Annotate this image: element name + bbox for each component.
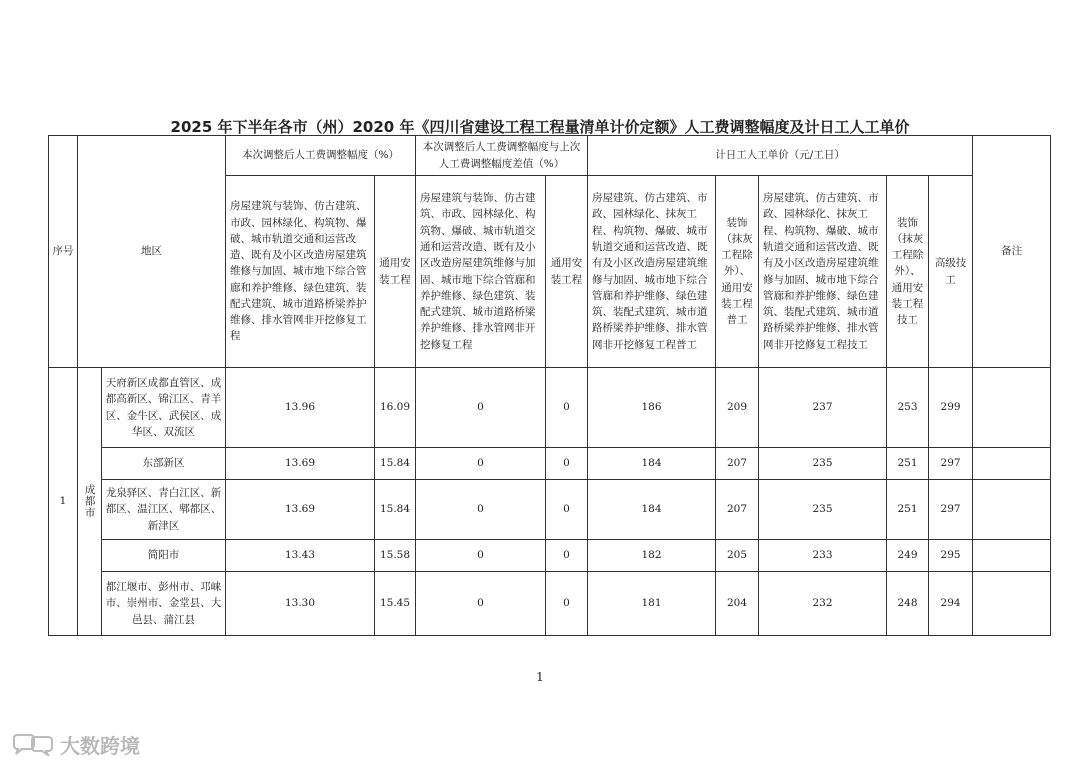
region-cell: 龙泉驿区、青白江区、新都区、温江区、郫都区、新津区	[102, 480, 226, 540]
diff-building: 0	[416, 480, 546, 540]
labor-cost-table	[48, 135, 1051, 636]
row-number: 1	[49, 368, 78, 636]
price-decor-general: 205	[716, 540, 759, 572]
remark-cell	[973, 572, 1051, 636]
table-row	[49, 572, 1051, 636]
table-row	[49, 540, 1051, 572]
price-decor-general: 204	[716, 572, 759, 636]
page-number: 1	[536, 670, 544, 684]
price-general: 181	[588, 572, 716, 636]
header-building-works-diff: 房屋建筑与装饰、仿古建筑、市政、园林绿化、构筑物、爆破、城市轨道交通和运营改造、既有及小区改造房屋建筑维修与加固、城市地下综合管廊和养护维修、绿色建筑、装配式建筑、城市道路桥梁养护维修、排水管网非开挖修复工程	[416, 176, 546, 368]
remark-cell	[973, 448, 1051, 480]
diff-building: 0	[416, 572, 546, 636]
header-no: 序号	[49, 136, 78, 368]
price-skilled: 232	[759, 572, 887, 636]
table-row	[49, 448, 1051, 480]
region-cell: 简阳市	[102, 540, 226, 572]
table-row	[49, 368, 1051, 448]
header-decor-skilled-worker: 装饰（抹灰工程除外）、通用安装工程技工	[887, 176, 929, 368]
header-remark: 备注	[973, 136, 1051, 368]
city-name	[78, 368, 102, 636]
header-decor-general-worker: 装饰（抹灰工程除外）、通用安装工程普工	[716, 176, 759, 368]
diff-install: 0	[546, 448, 588, 480]
adjust-building: 13.43	[226, 540, 375, 572]
diff-building: 0	[416, 448, 546, 480]
diff-install: 0	[546, 480, 588, 540]
adjust-install: 16.09	[375, 368, 416, 448]
header-install-works: 通用安装工程	[375, 176, 416, 368]
header-install-works-diff: 通用安装工程	[546, 176, 588, 368]
region-cell: 都江堰市、彭州市、邛崃市、崇州市、金堂县、大邑县、蒲江县	[102, 572, 226, 636]
header-region: 地区	[78, 136, 226, 368]
price-decor-skilled: 251	[887, 448, 929, 480]
header-group-adjust: 本次调整后人工费调整幅度（%）	[226, 136, 416, 176]
price-skilled: 235	[759, 448, 887, 480]
remark-cell	[973, 540, 1051, 572]
header-senior-skilled: 高级技工	[929, 176, 973, 368]
header-row-1	[49, 136, 1051, 176]
price-senior: 297	[929, 480, 973, 540]
price-general: 184	[588, 448, 716, 480]
watermark-text: 大数跨境	[60, 734, 140, 758]
region-cell: 天府新区成都直管区、成都高新区、锦江区、青羊区、金牛区、武侯区、成华区、双流区	[102, 368, 226, 448]
speech-bubble-logo-icon	[10, 734, 56, 756]
header-building-works: 房屋建筑与装饰、仿古建筑、市政、园林绿化、构筑物、爆破、城市轨道交通和运营改造、既有及小区改造房屋建筑维修与加固、城市地下综合管廊和养护维修、绿色建筑、装配式建筑、城市道路桥梁养护维修、排水管网非开挖修复工程	[226, 176, 375, 368]
price-decor-general: 207	[716, 480, 759, 540]
adjust-building: 13.96	[226, 368, 375, 448]
remark-cell	[973, 480, 1051, 540]
price-general: 186	[588, 368, 716, 448]
diff-building: 0	[416, 368, 546, 448]
adjust-building: 13.69	[226, 448, 375, 480]
price-decor-general: 207	[716, 448, 759, 480]
price-senior: 295	[929, 540, 973, 572]
price-decor-skilled: 253	[887, 368, 929, 448]
adjust-install: 15.84	[375, 448, 416, 480]
price-senior: 297	[929, 448, 973, 480]
diff-install: 0	[546, 368, 588, 448]
price-decor-skilled: 251	[887, 480, 929, 540]
price-general: 184	[588, 480, 716, 540]
price-skilled: 237	[759, 368, 887, 448]
adjust-install: 15.84	[375, 480, 416, 540]
header-group-daily-price: 计日工人工单价（元/工日）	[588, 136, 973, 176]
header-group-diff: 本次调整后人工费调整幅度与上次人工费调整幅度差值（%）	[416, 136, 588, 176]
table-row	[49, 480, 1051, 540]
city-name-text: 成都市	[83, 484, 96, 519]
remark-cell	[973, 368, 1051, 448]
adjust-building: 13.69	[226, 480, 375, 540]
price-skilled: 235	[759, 480, 887, 540]
watermark	[10, 730, 140, 759]
adjust-building: 13.30	[226, 572, 375, 636]
price-senior: 294	[929, 572, 973, 636]
price-skilled: 233	[759, 540, 887, 572]
document-title: 2025 年下半年各市（州）2020 年《四川省建设工程工程量清单计价定额》人工费调整幅度及计日工人工单价	[170, 118, 910, 136]
adjust-install: 15.58	[375, 540, 416, 572]
price-decor-skilled: 248	[887, 572, 929, 636]
region-cell: 东部新区	[102, 448, 226, 480]
diff-install: 0	[546, 572, 588, 636]
price-decor-skilled: 249	[887, 540, 929, 572]
diff-install: 0	[546, 540, 588, 572]
header-general-worker: 房屋建筑、仿古建筑、市政、园林绿化、抹灰工程、构筑物、爆破、城市轨道交通和运营改造、既有及小区改造房屋建筑维修与加固、城市地下综合管廊和养护维修、绿色建筑、装配式建筑、城市道路桥梁养护维修、排水管网非开挖修复工程普工	[588, 176, 716, 368]
price-senior: 299	[929, 368, 973, 448]
diff-building: 0	[416, 540, 546, 572]
price-general: 182	[588, 540, 716, 572]
header-skilled-worker: 房屋建筑、仿古建筑、市政、园林绿化、抹灰工程、构筑物、爆破、城市轨道交通和运营改造、既有及小区改造房屋建筑维修与加固、城市地下综合管廊和养护维修、绿色建筑、装配式建筑、城市道路桥梁养护维修、排水管网非开挖修复工程技工	[759, 176, 887, 368]
adjust-install: 15.45	[375, 572, 416, 636]
price-decor-general: 209	[716, 368, 759, 448]
